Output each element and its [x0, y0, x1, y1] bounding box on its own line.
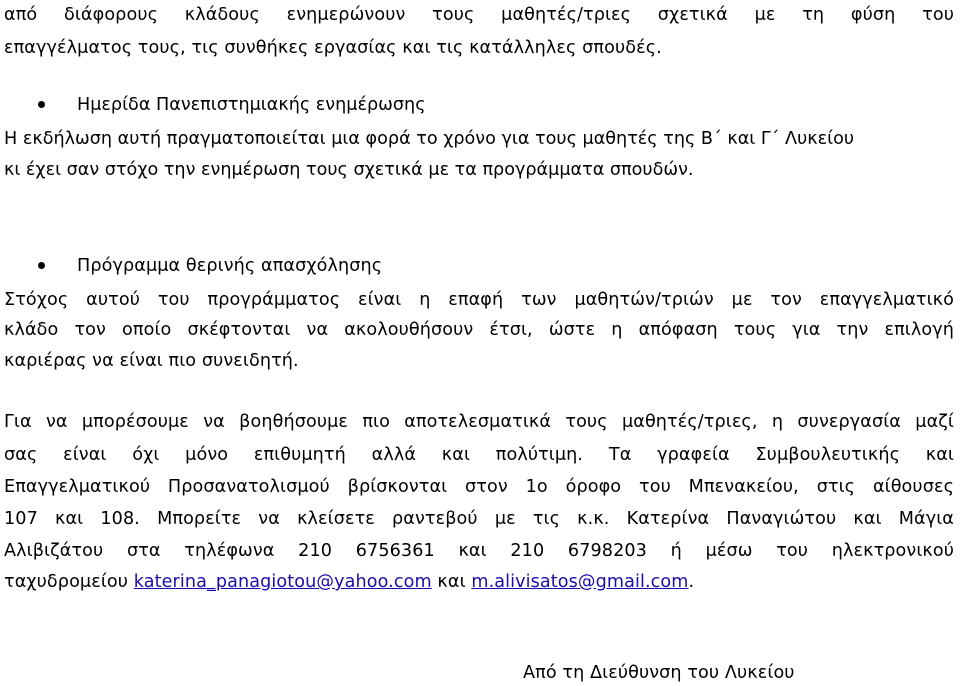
- closing-line-6-suffix: .: [688, 572, 695, 592]
- email-link-alivisatos[interactable]: m.alivisatos@gmail.com: [471, 572, 689, 592]
- section1-heading: Ημερίδα Πανεπιστημιακής ενημέρωσης: [77, 95, 426, 115]
- section1-line-1: Η εκδήλωση αυτή πραγματοποιείται μια φορά το χρόνο για τους μαθητές της Β΄ και Γ΄ Λυκείου: [4, 129, 855, 149]
- section2-line-2-text: κλάδο τον οποίο σκέφτονται να ακολουθήσουν έτσι, ώστε η απόφαση τους για την επιλογή: [4, 320, 954, 340]
- email-link-katerina[interactable]: katerina_panagiotou@yahoo.com: [133, 572, 432, 592]
- closing-line-3: [4, 474, 954, 500]
- bullet-icon: [38, 262, 45, 269]
- intro-line-1-text: από διάφορους κλάδους ενημερώνουν τους μαθητές/τριες σχετικά με τη φύση του: [4, 5, 954, 25]
- closing-line-5-text: Αλιβιζάτου στα τηλέφωνα 210 6756361 και 210 6798203 ή μέσω του ηλεκτρονικού: [4, 541, 954, 561]
- closing-line-6: [4, 569, 954, 595]
- intro-line-2: επαγγέλματος τους, τις συνθήκες εργασίας και τις κατάλληλες σπουδές.: [4, 38, 662, 58]
- section2-heading: Πρόγραμμα θερινής απασχόλησης: [77, 256, 383, 276]
- section2-line-2: [4, 317, 954, 343]
- closing-line-1-text: Για να μπορέσουμε να βοηθήσουμε πιο αποτελεσματικά τους μαθητές/τριες, η συνεργασία μαζί: [4, 412, 954, 432]
- intro-line-1: [4, 2, 954, 28]
- closing-line-4-text: 107 και 108. Μπορείτε να κλείσετε ραντεβού με τις κ.κ. Κατερίνα Παναγιώτου και Μάγια: [4, 509, 954, 529]
- closing-line-4: [4, 506, 954, 532]
- closing-line-3-text: Επαγγελματικού Προσανατολισμού βρίσκονται στον 1ο όροφο του Μπενακείου, στις αίθουσες: [4, 477, 954, 497]
- signature: Από τη Διεύθυνση του Λυκείου: [523, 663, 795, 683]
- closing-line-6-prefix: ταχυδρομείου: [4, 572, 134, 592]
- closing-line-1: [4, 409, 954, 435]
- closing-conjunction: και: [431, 572, 472, 592]
- section2-line-1: [4, 287, 954, 313]
- closing-line-5: [4, 538, 954, 564]
- bullet-icon: [38, 101, 45, 108]
- closing-line-2-text: σας είναι όχι μόνο επιθυμητή αλλά και πολύτιμη. Τα γραφεία Συμβουλευτικής και: [4, 445, 954, 465]
- section2-line-1-text: Στόχος αυτού του προγράμματος είναι η επαφή των μαθητών/τριών με τον επαγγελματικό: [4, 290, 954, 310]
- section1-line-2: κι έχει σαν στόχο την ενημέρωση τους σχετικά με τα προγράμματα σπουδών.: [4, 160, 694, 180]
- closing-line-2: [4, 442, 954, 468]
- section2-line-3: καριέρας να είναι πιο συνειδητή.: [4, 351, 299, 371]
